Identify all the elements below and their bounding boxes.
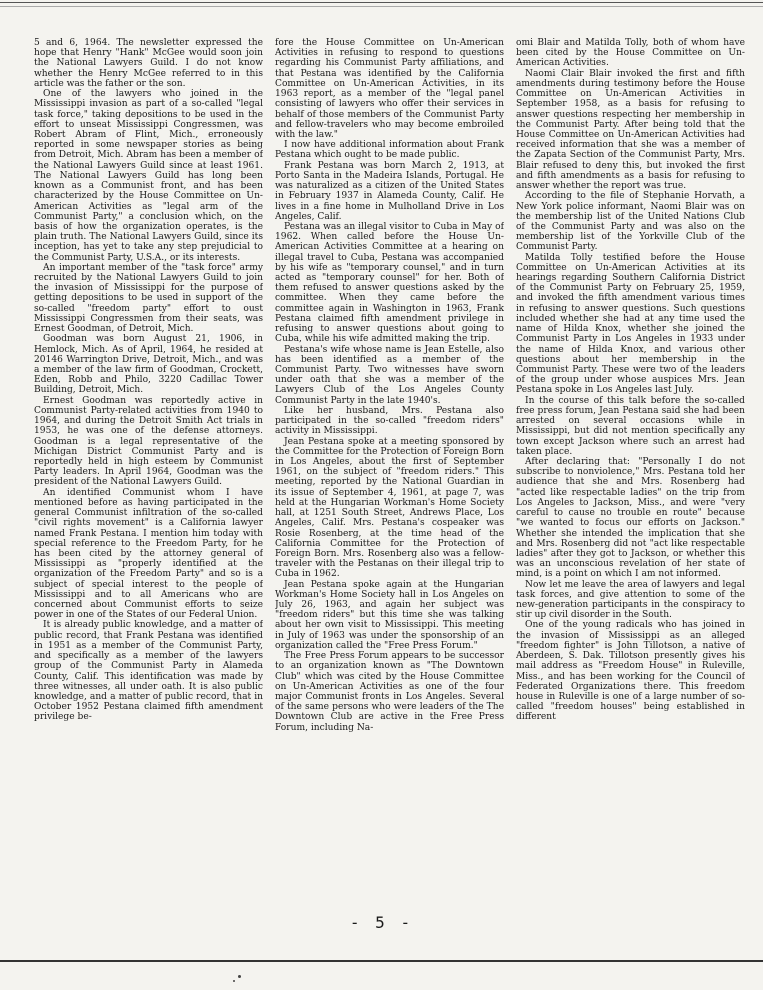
paragraph: An important member of the "task force" army recruited by the National Lawyers Guild to join the invasion of Mississippi for the purpose of getting depositions to be used in support of the so-called "freedom party" effort to oust Mississippi Congressmen from their seats, was Ernest Goodman, of Detroit, Mich. [34, 262, 263, 335]
column-1 [34, 38, 263, 938]
paragraph: I now have additional information about Frank Pestana which ought to be made public. [275, 140, 504, 161]
paragraph: Like her husband, Mrs. Pestana also participated in the so-called "freedom riders" activity in Mississippi. [275, 405, 504, 437]
paragraph: Pestana's wife whose name is Jean Estelle, also has been identified as a member of the Communist Party. Two witnesses have sworn under oath that she was a member of the Lawyers Club of the Los Angeles County Communist Party in the late 1940's. [275, 344, 504, 406]
column-3 [516, 38, 745, 938]
paragraph: Naomi Clair Blair invoked the first and fifth amendments during testimony before the House Committee on Un-American Activities in September 1958, as a basis for refusing to answer questions respecting her membership in the Communist Party. After being told that the House Committee on Un-American Activities had received information that she was a member of the Zapata Section of the Communist Party, Mrs. Blair refused to deny this, but invoked the first and fifth amendments as a basis for refusing to answer whether the report was true. [516, 68, 745, 192]
paragraph: The Free Press Forum appears to be successor to an organization known as "The Downtown Club" which was cited by the House Committee on Un-American Activities as one of the four major Communist fronts in Los Angeles. Several of the same persons who were leaders of the The Downtown Club are active in the Free Press Forum, including Na- [275, 651, 504, 733]
paragraph: Jean Pestana spoke at a meeting sponsored by the Committee for the Protection of Foreign Born in Los Angeles, about the first of September 1961, on the subject of "freedom riders." This meeting, reported by the National Guardian in its issue of September 4, 1961, at page 7, was held at the Hungarian Workman's Home Society hall, at 1251 South Street, Andrews Place, Los Angeles, Calif. Mrs. Pestana's cospeaker was Rosie Rosenberg, at the time head of the California Committee for the Protection of Foreign Born. Mrs. Rosenberg also was a fellow-traveler with the Pestanas on their illegal trip to Cuba in 1962. [275, 436, 504, 580]
bottom-border-line [0, 960, 763, 962]
paragraph: Frank Pestana was born March 2, 1913, at Porto Santa in the Madeira Islands, Portugal. He was naturalized as a citizen of the United States in February 1937 in Alameda County, Calif. He lives in a fine home in Mulholland Drive in Los Angeles, Calif. [275, 160, 504, 222]
paragraph: omi Blair and Matilda Tolly, both of whom have been cited by the House Committee on Un-American Activities. [516, 38, 745, 69]
scan-speck [233, 980, 235, 982]
paragraph: Jean Pestana spoke again at the Hungarian Workman's Home Society hall in Los Angeles on July 26, 1963, and again her subject was "freedom riders" but this time she was talking about her own visit to Mississippi. This meeting in July of 1963 was under the sponsorship of an organization called the "Free Press Forum." [275, 579, 504, 651]
paragraph: Ernest Goodman was reportedly active in Communist Party-related activities from 1940 to 1964, and during the Detroit Smith Act trials in 1953, he was one of the defense attorneys. Goodman is a legal representative of the Michigan District Communist Party and is reportedly held in high esteem by Communist Party leaders. In April 1964, Goodman was the president of the National Lawyers Guild. [34, 395, 263, 488]
top-border-line-faint [0, 6, 763, 7]
paragraph: 5 and 6, 1964. The newsletter expressed the hope that Henry "Hank" McGee would soon join the National Lawyers Guild. I do not know whether the Henry McGee referred to in this article was the father or the son. [34, 38, 263, 89]
paragraph: In the course of this talk before the so-called free press forum, Jean Pestana said she had been arrested on several occasions while in Mississippi, but did not mention specifically any town except Jackson where such an arrest had taken place. [516, 395, 745, 457]
column-2 [275, 38, 504, 938]
paragraph: Matilda Tolly testified before the House Committee on Un-American Activities at its hearings regarding Southern California District of the Communist Party on February 25, 1959, and invoked the fifth amendment various times in refusing to answer questions. Such questions included whether she had at any time used the name of Hilda Knox, whether she joined the Communist Party in Los Angeles in 1933 under the name of Hilda Knox, and various other questions about her membership in the Communist Party. These were two of the leaders of the group under whose auspices Mrs. Jean Pestana spoke in Los Angeles last July. [516, 252, 745, 396]
paragraph: fore the House Committee on Un-American Activities in refusing to respond to questions regarding his Communist Party affiliations, and that Pestana was identified by the California Committee on Un-American Activities, in its 1963 report, as a member of the "legal panel consisting of lawyers who offer their services in behalf of those members of the Communist Party and fellow-travelers who may become embroiled with the law." [275, 38, 504, 140]
paragraph: It is already public knowledge, and a matter of public record, that Frank Pestana was identified in 1951 as a member of the Communist Party, and specifically as a member of the lawyers group of the Communist Party in Alameda County, Calif. This identification was made by three witnesses, all under oath. It is also public knowledge, and a matter of public record, that in October 1952 Pestana claimed fifth amendment privilege be- [34, 620, 263, 723]
scan-speck [238, 975, 241, 978]
paragraph: An identified Communist whom I have mentioned before as having participated in the general Communist infiltration of the so-called "civil rights movement" is a California lawyer named Frank Pestana. I mention him today with special reference to the Freedom Party, for he has been cited by the attorney general of Mississippi as "properly identified at the organization of the Freedom Party" and so is a subject of special interest to the people of Mississippi and to all Americans who are concerned about Communist efforts to seize power in one of the States of our Federal Union. [34, 487, 263, 621]
paragraph: One of the lawyers who joined in the Mississippi invasion as part of a so-called "legal task force," taking depositions to be used in the effort to unseat Mississippi Congressmen, was Robert Abram of Flint, Mich., erroneously reported in some newspaper stories as being from Detroit, Mich. Abram has been a member of the National Lawyers Guild since at least 1961. The National Lawyers Guild has long been known as a Communist front, and has been characterized by the House Committee on Un-American Activities as "legal arm of the Communist Party," a conclusion which, on the basis of how the organization operates, is the plain truth. The National Lawyers Guild, since its inception, has yet to take any step prejudicial to the Communist Party, U.S.A., or its interests. [34, 89, 263, 263]
paragraph: One of the young radicals who has joined in the invasion of Mississippi as an alleged "freedom fighter" is John Tillotson, a native of Aberdeen, S. Dak. Tillotson presently gives his mail address as "Freedom House" in Ruleville, Miss., and has been working for the Council of Federated Organizations there. This freedom house in Ruleville is one of a large number of so-called "freedom houses" being established in different [516, 620, 745, 723]
article-body [34, 38, 746, 938]
paragraph: According to the file of Stephanie Horvath, a New York police informant, Naomi Blair was on the membership list of the United Nations Club of the Communist Party and was also on the membership list of the Yorkville Club of the Communist Party. [516, 191, 745, 253]
paragraph: Goodman was born August 21, 1906, in Hemlock, Mich. As of April, 1964, he resided at 20146 Warrington Drive, Detroit, Mich., and was a member of the law firm of Goodman, Crockett, Eden, Robb and Philo, 3220 Cadillac Tower Building, Detroit, Mich. [34, 334, 263, 396]
paragraph: After declaring that: "Personally I do not subscribe to nonviolence," Mrs. Pestana told her audience that she and Mrs. Rosenberg had "acted like respectable ladies" on the trip from Los Angeles to Jackson, Miss., and were "very careful to cause no trouble en route" because "we wanted to focus our efforts on Jackson." Whether she intended the implication that she and Mrs. Rosenberg did not "act like respectable ladies" after they got to Jackson, or whether this was an unconscious revelation of her state of mind, is a point on which I am not informed. [516, 456, 745, 580]
paragraph: Now let me leave the area of lawyers and legal task forces, and give attention to some of the new-generation participants in the conspiracy to stir up civil disorder in the South. [516, 579, 745, 621]
top-border-line [0, 2, 763, 3]
paragraph: Pestana was an illegal visitor to Cuba in May of 1962. When called before the House Un-American Activities Committee at a hearing on illegal travel to Cuba, Pestana was accompanied by his wife as "temporary counsel," and in turn acted as "temporary counsel" for her. Both of them refused to answer questions asked by the committee. When they came before the committee again in Washington in 1963, Frank Pestana claimed fifth amendment privilege in refusing to answer questions about going to Cuba, while his wife admitted making the trip. [275, 221, 504, 345]
page-number: - 5 - [349, 913, 414, 932]
